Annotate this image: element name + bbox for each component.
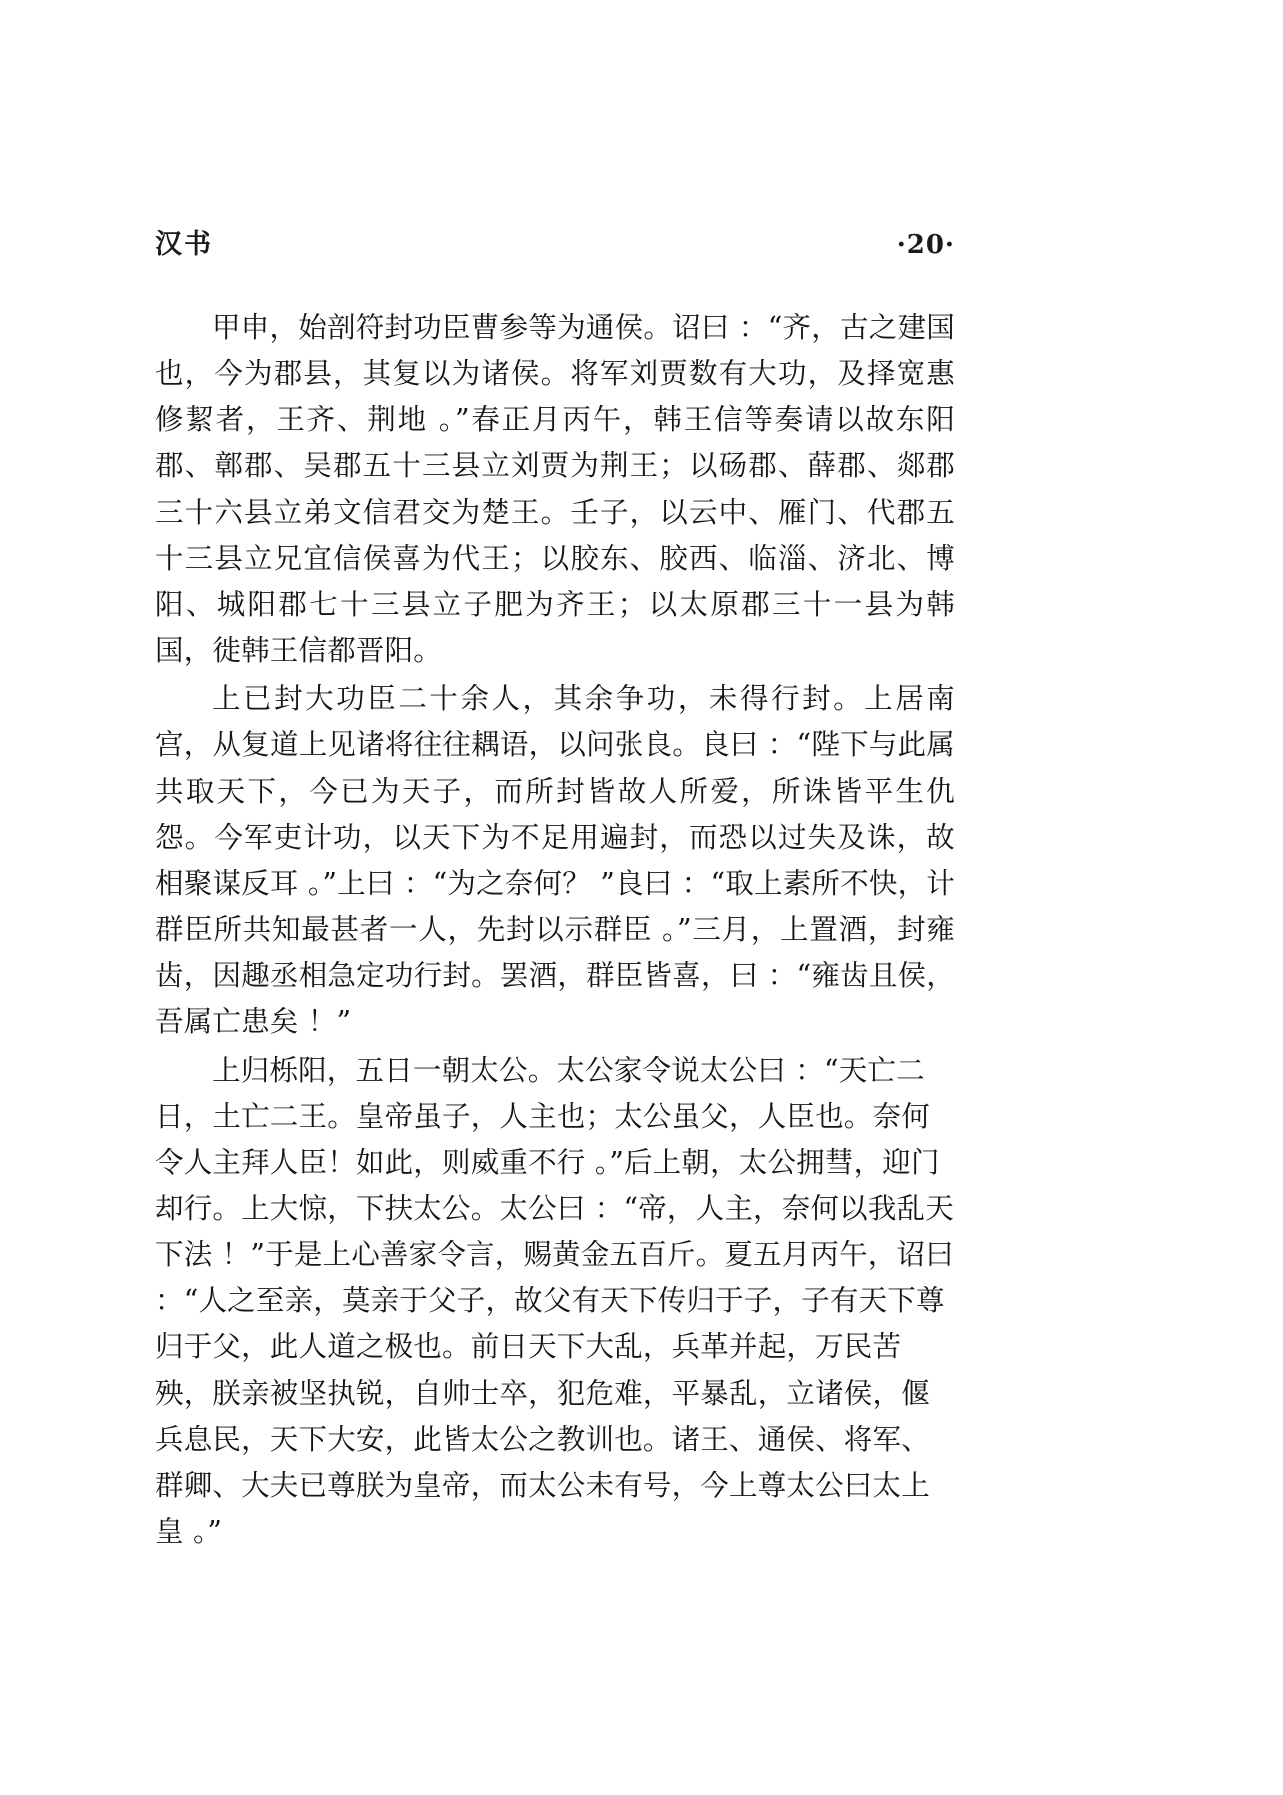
paragraph: 上归栎阳，五日一朝太公。太公家令说太公曰 ：“天亡二日，土亡二王。皇帝虽子，人主也；太公虽父，人臣也。奈何令人主拜人臣！如此，则威重不行 。”后上朝，太公拥彗，迎门却行。上大惊，下扶太公。太公曰 ：“帝，人主，奈何以我乱天下法 ！”于是上心善家令言，赐黄金五百斤。夏五月丙午，诏曰 ：“人之至亲，莫亲于父子，故父有天下传归于子，子有天下尊归于父，此人道之极也。前日天下大乱，兵革并起，万民苦殃，朕亲被坚执锐，自帅士卒，犯危难，平暴乱，立诸侯，偃兵息民，天下大安，此皆太公之教训也。诸王、通侯、将军、群卿、大夫已尊朕为皇帝，而太公未有号，今上尊太公曰太上皇 。” — [155, 1053, 954, 1549]
paragraph: 甲申，始剖符封功臣曹参等为通侯。诏曰 ：“齐，古之建国也，今为郡县，其复以为诸侯。将军刘贾数有大功，及择宽惠修絜者，王齐、荆地 。”春正月丙午，韩王信等奏请以故东阳郡、鄣郡、吴郡五十三县立刘贾为荆王；以砀郡、薛郡、郯郡三十六县立弟文信君交为楚王。壬子，以云中、雁门、代郡五十三县立兄宜信侯喜为代王；以胶东、胶西、临淄、济北、博阳、城阳郡七十三县立子肥为齐王；以太原郡三十一县为韩国，徙韩王信都晋阳。 — [155, 311, 955, 668]
page-number: ·20· — [896, 230, 955, 260]
page-content — [155, 222, 955, 1557]
book-title: 汉书 — [155, 229, 213, 260]
page-header — [155, 222, 955, 261]
paragraph: 上已封大功臣二十余人，其余争功，未得行封。上居南宫，从复道上见诸将往往耦语，以问张良。良曰 ：“陛下与此属共取天下，今已为天子，而所封皆故人所爱，所诛皆平生仇怨。今军吏计功，以天下为不足用遍封，而恐以过失及诛，故相聚谋反耳 。”上曰 ：“为之奈何？ ”良曰 ：“取上素所不快，计群臣所共知最甚者一人，先封以示群臣 。”三月，上置酒，封雍齿，因趣丞相急定功行封。罢酒，群臣皆喜，曰 ：“雍齿且侯，吾属亡患矣 ！” — [155, 682, 955, 1039]
